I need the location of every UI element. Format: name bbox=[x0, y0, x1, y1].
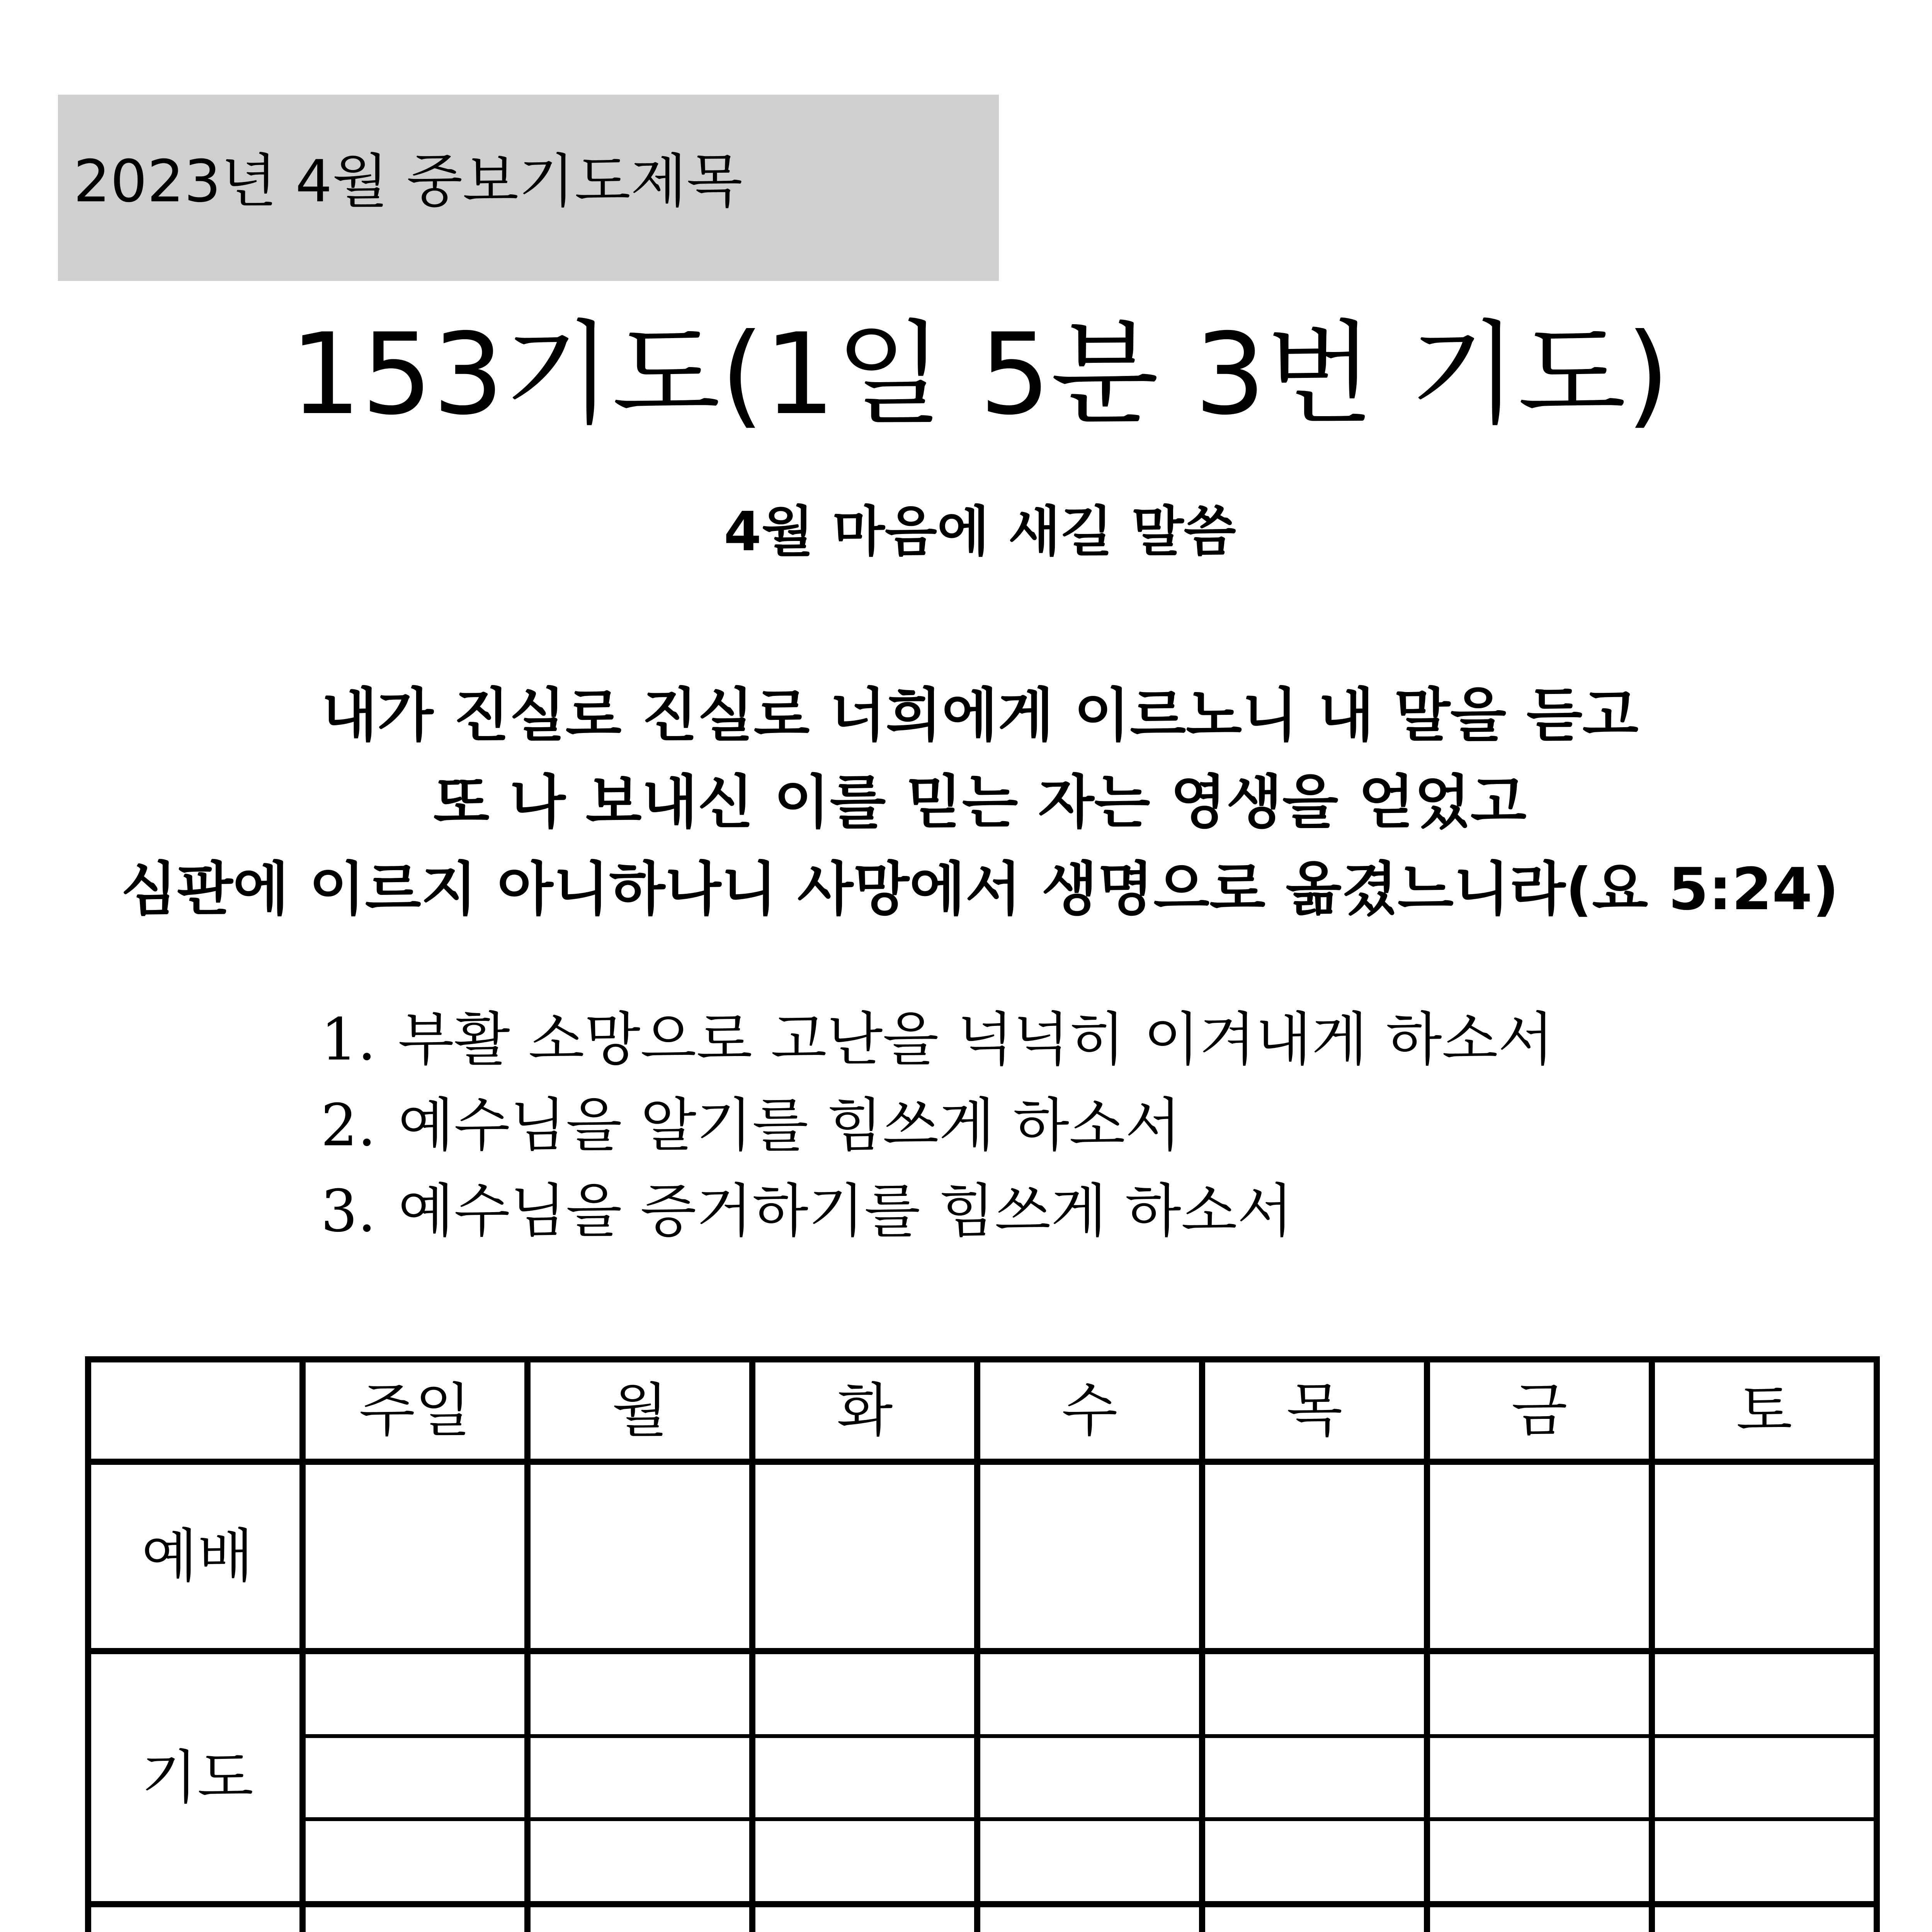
prayer-item bbox=[321, 1083, 1554, 1168]
day-header: 주일 bbox=[303, 1359, 527, 1462]
check-cell[interactable] bbox=[1652, 1819, 1877, 1904]
check-cell[interactable] bbox=[527, 1736, 752, 1819]
check-cell[interactable] bbox=[1652, 1736, 1877, 1819]
table-row bbox=[88, 1736, 1877, 1819]
table-row bbox=[88, 1462, 1877, 1651]
check-cell[interactable] bbox=[1427, 1651, 1652, 1736]
table-row bbox=[88, 1819, 1877, 1904]
check-cell[interactable] bbox=[303, 1651, 527, 1736]
schedule-table bbox=[85, 1356, 1880, 1932]
day-header: 토 bbox=[1652, 1359, 1877, 1462]
check-cell[interactable] bbox=[527, 1651, 752, 1736]
header-label: 2023년 4월 중보기도제목 bbox=[73, 148, 743, 215]
verse-line: 또 나 보내신 이를 믿는 자는 영생을 얻었고 bbox=[433, 769, 1527, 836]
day-header: 금 bbox=[1427, 1359, 1652, 1462]
day-header: 목 bbox=[1202, 1359, 1427, 1462]
table-header-row bbox=[88, 1359, 1877, 1462]
check-cell[interactable] bbox=[303, 1904, 527, 1932]
check-cell[interactable] bbox=[303, 1736, 527, 1819]
verse-line: 내가 진실로 진실로 너희에게 이르노니 내 말을 듣고 bbox=[321, 682, 1639, 749]
prayer-item bbox=[321, 997, 1554, 1083]
verse-line: 심판에 이르지 아니하나니 사망에서 생명으로 옮겼느니라(요 5:24) bbox=[121, 856, 1839, 923]
check-cell[interactable] bbox=[977, 1736, 1202, 1819]
table-corner-cell bbox=[88, 1359, 303, 1462]
check-cell[interactable] bbox=[752, 1819, 977, 1904]
check-cell[interactable] bbox=[1427, 1462, 1652, 1651]
check-cell[interactable] bbox=[1652, 1904, 1877, 1932]
prayer-number: 3. bbox=[321, 1178, 376, 1245]
check-cell[interactable] bbox=[303, 1462, 527, 1651]
check-cell[interactable] bbox=[1202, 1651, 1427, 1736]
page-title: 153기도(1일 5분 3번 기도) bbox=[290, 310, 1670, 440]
verse-heading: 4월 마음에 새길 말씀 bbox=[724, 500, 1236, 563]
check-cell[interactable] bbox=[1427, 1736, 1652, 1819]
row-label-prayer: 기도 bbox=[88, 1651, 303, 1904]
prayer-item bbox=[321, 1168, 1554, 1254]
check-cell[interactable] bbox=[527, 1904, 752, 1932]
check-cell[interactable] bbox=[977, 1904, 1202, 1932]
prayer-text: 예수님을 알기를 힘쓰게 하소서 bbox=[398, 1092, 1181, 1159]
table-row bbox=[88, 1904, 1877, 1932]
prayer-text: 예수님을 증거하기를 힘쓰게 하소서 bbox=[398, 1178, 1293, 1245]
table-row bbox=[88, 1651, 1877, 1736]
row-label-worship: 예배 bbox=[88, 1462, 303, 1651]
check-cell[interactable] bbox=[1202, 1904, 1427, 1932]
check-cell[interactable] bbox=[752, 1462, 977, 1651]
check-cell[interactable] bbox=[977, 1819, 1202, 1904]
check-cell[interactable] bbox=[1202, 1736, 1427, 1819]
prayer-text: 부활 소망으로 고난을 넉넉히 이겨내게 하소서 bbox=[398, 1006, 1554, 1073]
check-cell[interactable] bbox=[752, 1904, 977, 1932]
check-cell[interactable] bbox=[527, 1462, 752, 1651]
day-header: 월 bbox=[527, 1359, 752, 1462]
prayer-number: 1. bbox=[321, 1006, 376, 1073]
check-cell[interactable] bbox=[1427, 1819, 1652, 1904]
check-cell[interactable] bbox=[1202, 1462, 1427, 1651]
check-cell[interactable] bbox=[1202, 1819, 1427, 1904]
check-cell[interactable] bbox=[1652, 1651, 1877, 1736]
check-cell[interactable] bbox=[977, 1651, 1202, 1736]
check-cell[interactable] bbox=[527, 1819, 752, 1904]
check-cell[interactable] bbox=[303, 1819, 527, 1904]
header-box bbox=[58, 95, 999, 281]
day-header: 수 bbox=[977, 1359, 1202, 1462]
check-cell[interactable] bbox=[1652, 1462, 1877, 1651]
row-label-word bbox=[88, 1904, 303, 1932]
check-cell[interactable] bbox=[752, 1736, 977, 1819]
verse-block bbox=[0, 672, 1932, 933]
check-cell[interactable] bbox=[1427, 1904, 1652, 1932]
prayer-number: 2. bbox=[321, 1092, 376, 1159]
prayer-list bbox=[321, 997, 1554, 1254]
check-cell[interactable] bbox=[977, 1462, 1202, 1651]
day-header: 화 bbox=[752, 1359, 977, 1462]
check-cell[interactable] bbox=[752, 1651, 977, 1736]
